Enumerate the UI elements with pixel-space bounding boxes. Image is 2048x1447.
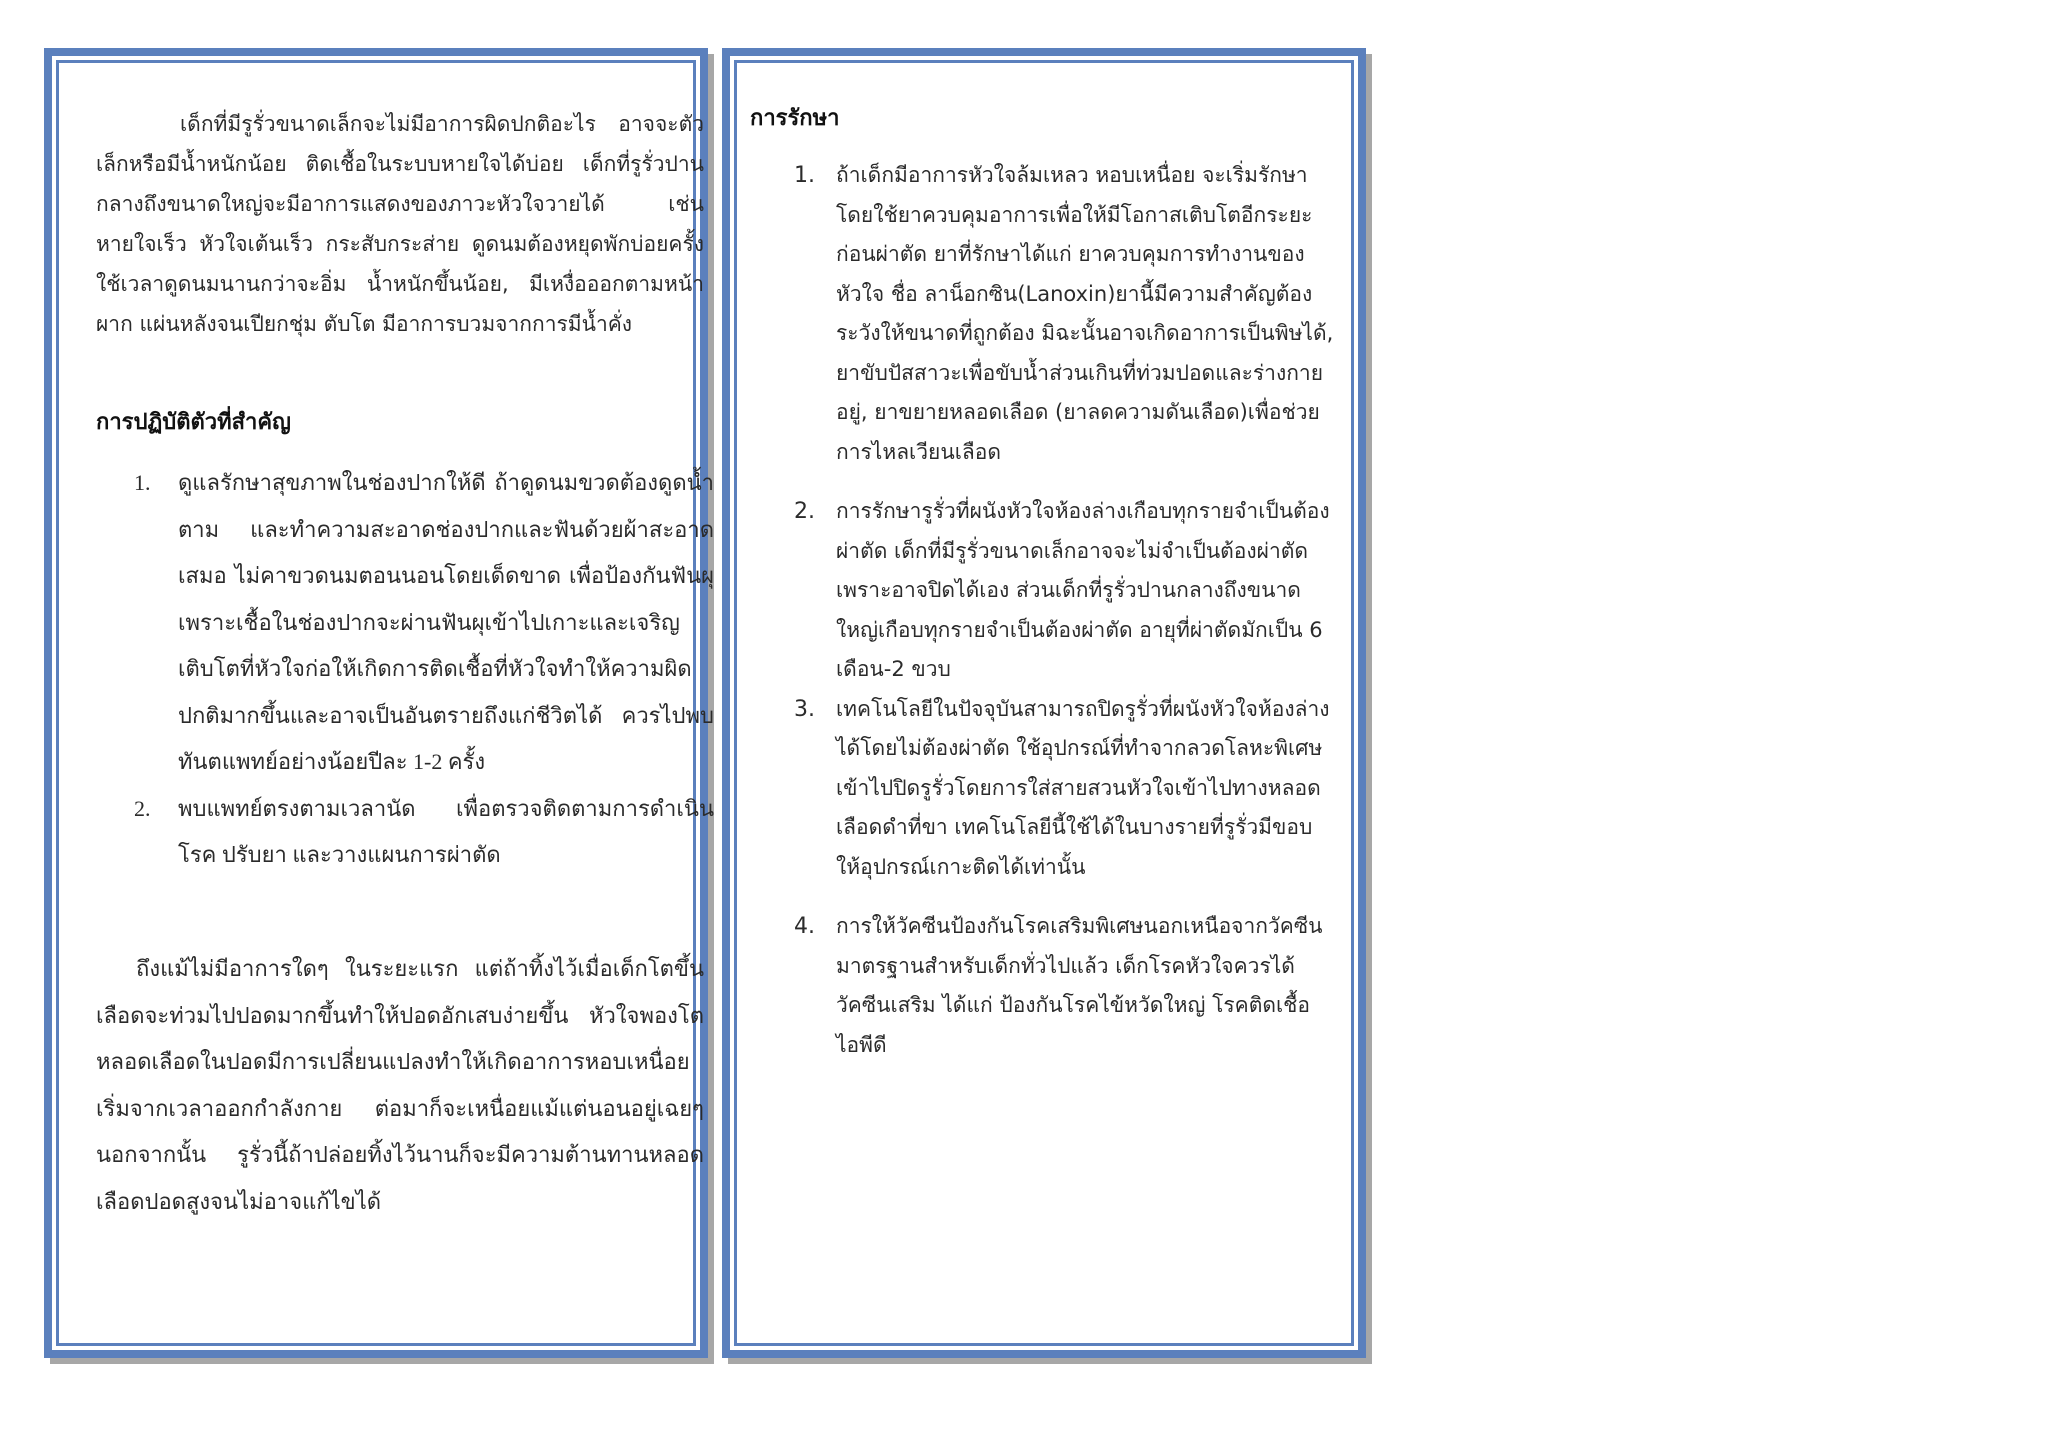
- list-item: [134, 460, 714, 786]
- treatment-list: [794, 156, 1334, 1065]
- list-item-number: 1.: [134, 470, 151, 495]
- list-item-text: ถ้าเด็กมีอาการหัวใจล้มเหลว หอบเหนื่อย จะเริ่มรักษาโดยใช้ยาควบคุมอาการเพื่อให้มีโอกาสเติบโตอีกระยะก่อนผ่าตัด ยาที่รักษาได้แก่ ยาควบคุมการทำงานของหัวใจ ชื่อ ลาน็อกซิน(Lanoxin)ยานี้มีความสำคัญต้องระวังให้ขนาดที่ถูกต้อง มิฉะนั้นอาจเกิดอาการเป็นพิษได้, ยาขับปัสสาวะเพื่อขับน้ำส่วนเกินที่ท่วมปอดและร่างกายอยู่, ยาขยายหลอดเลือด (ยาลดความดันเลือด)เพื่อช่วยการไหลเวียนเลือด: [836, 163, 1334, 464]
- left-brochure-panel: [44, 48, 714, 1358]
- list-item-text: เทคโนโลยีในปัจจุบันสามารถปิดรูรั่วที่ผนังหัวใจห้องล่างได้โดยไม่ต้องผ่าตัด ใช้อุปกรณ์ที่ทำจากลวดโลหะพิเศษเข้าไปปิดรูรั่วโดยการใส่สายสวนหัวใจเข้าไปทางหลอดเลือดดำที่ขา เทคโนโลยีนี้ใช้ได้ในบางรายที่รูรั่วมีขอบให้อุปกรณ์เกาะติดได้เท่านั้น: [836, 696, 1330, 879]
- intro-paragraph: เด็กที่มีรูรั่วขนาดเล็กจะไม่มีอาการผิดปกติอะไร อาจจะตัวเล็กหรือมีน้ำหนักน้อย ติดเชื้อในระบบหายใจได้บ่อย เด็กที่รูรั่วปานกลางถึงขนาดใหญ่จะมีอาการแสดงของภาวะหัวใจวายได้ เช่น หายใจเร็ว หัวใจเต้นเร็ว กระสับกระส่าย ดูดนมต้องหยุดพักบ่อยครั้ง ใช้เวลาดูดนมนานกว่าจะอิ่ม น้ำหนักขึ้นน้อย, มีเหงื่อออกตามหน้าผาก แผ่นหลังจนเปียกชุ่ม ตับโต มีอาการบวมจากการมีน้ำคั่ง: [96, 112, 704, 336]
- list-item: [794, 907, 1334, 1065]
- list-item-number: 1.: [794, 163, 815, 188]
- section-heading-important-care: การปฏิบัติตัวที่สำคัญ: [96, 410, 291, 435]
- list-item-text: พบแพทย์ตรงตามเวลานัด เพื่อตรวจติดตามการดำเนินโรค ปรับยา และวางแผนการผ่าตัด: [178, 795, 714, 867]
- right-brochure-panel: [722, 48, 1366, 1358]
- closing-paragraph: ถึงแม้ไม่มีอาการใดๆ ในระยะแรก แต่ถ้าทิ้งไว้เมื่อเด็กโตขึ้น เลือดจะท่วมไปปอดมากขึ้นทำให้ปอดอักเสบง่ายขึ้น หัวใจพองโต หลอดเลือดในปอดมีการเปลี่ยนแปลงทำให้เกิดอาการหอบเหนื่อย เริ่มจากเวลาออกกำลังกาย ต่อมาก็จะเหนื่อยแม้แต่นอนอยู่เฉยๆ นอกจากนั้น รูรั่วนี้ถ้าปล่อยทิ้งไว้นานก็จะมีความต้านทานหลอดเลือดปอดสูงจนไม่อาจแก้ไขได้: [96, 956, 704, 1214]
- list-item-number: 4.: [794, 914, 815, 939]
- list-item-number: 3.: [794, 696, 815, 722]
- list-item: [794, 156, 1334, 472]
- list-item: [794, 492, 1334, 690]
- list-item-text: การรักษารูรั่วที่ผนังหัวใจห้องล่างเกือบทุกรายจำเป็นต้องผ่าตัด เด็กที่มีรูรั่วขนาดเล็กอาจจะไม่จำเป็นต้องผ่าตัดเพราะอาจปิดได้เอง ส่วนเด็กที่รูรั่วปานกลางถึงขนาดใหญ่เกือบทุกรายจำเป็นต้องผ่าตัด อายุที่ผ่าตัดมักเป็น 6 เดือน-2 ขวบ: [836, 499, 1330, 681]
- list-item-text: ดูแลรักษาสุขภาพในช่องปากให้ดี ถ้าดูดนมขวดต้องดูดน้ำตาม และทำความสะอาดช่องปากและฟันด้วยผ้าสะอาดเสมอ ไม่คาขวดนมตอนนอนโดยเด็ดขาด เพื่อป้องกันฟันผุ เพราะเชื้อในช่องปากจะผ่านฟันผุเข้าไปเกาะและเจริญเติบโตที่หัวใจก่อให้เกิดการติดเชื้อที่หัวใจทำให้ความผิดปกติมากขึ้นและอาจเป็นอันตรายถึงแก่ชีวิตได้ ควรไปพบทันตแพทย์อย่างน้อยปีละ 1-2 ครั้ง: [178, 470, 714, 774]
- list-item-number: 2.: [134, 795, 151, 821]
- list-item-text: การให้วัคซีนป้องกันโรคเสริมพิเศษนอกเหนือจากวัคซีนมาตรฐานสำหรับเด็กทั่วไปแล้ว เด็กโรคหัวใจควรได้วัคซีนเสริม ได้แก่ ป้องกันโรคไข้หวัดใหญ่ โรคติดเชื้อ ไอพีดี: [836, 914, 1323, 1057]
- list-item-number: 2.: [794, 499, 815, 524]
- care-list: [134, 460, 714, 879]
- section-heading-treatment: การรักษา: [750, 106, 840, 131]
- list-item: [794, 690, 1334, 888]
- list-item: [134, 786, 714, 879]
